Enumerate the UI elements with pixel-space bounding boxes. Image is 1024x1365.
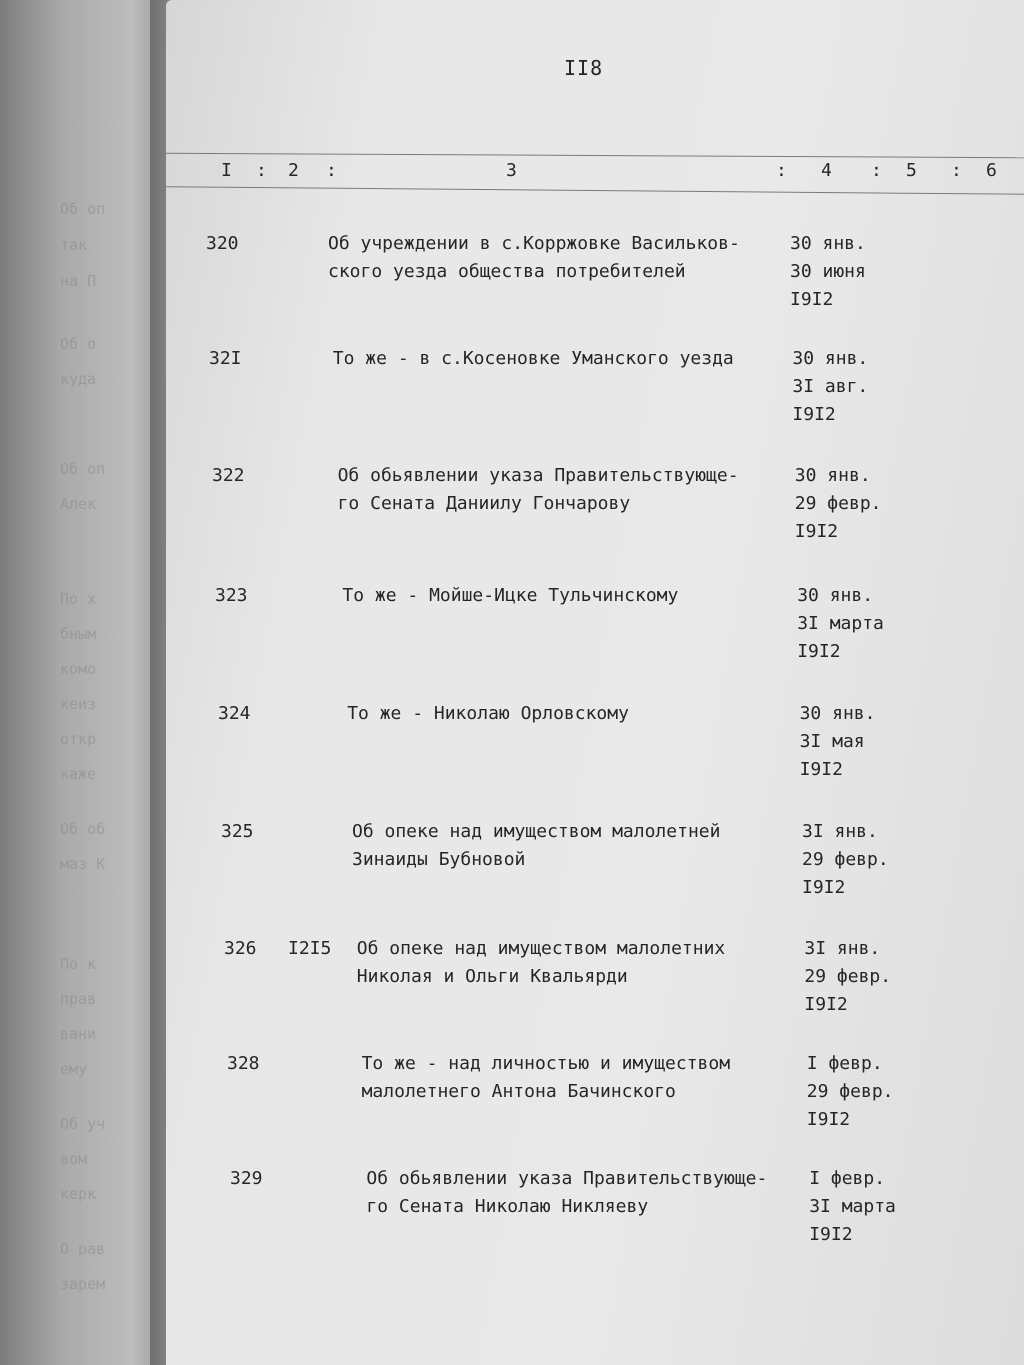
facing-page-bleed: вом (60, 1150, 88, 1168)
record-date: 3I янв. (804, 938, 881, 959)
record-number: 328 (227, 1053, 260, 1074)
record-date: 29 февр. (806, 1081, 894, 1102)
record-title (362, 1050, 832, 1106)
record-number: 329 (230, 1168, 263, 1189)
record-dates (804, 935, 924, 1019)
facing-page-bleed: Об оп (60, 460, 106, 478)
record-title-line: Николая и Ольги Квальярди (356, 966, 628, 987)
document-page (166, 0, 1024, 1365)
facing-page-bleed: прав (60, 990, 97, 1008)
record-dates (809, 1165, 929, 1249)
facing-page-bleed: По к (60, 955, 97, 973)
facing-page-bleed: По х (60, 590, 97, 608)
record-title (357, 935, 827, 991)
record-year: I9I2 (790, 289, 834, 310)
record-number: 324 (218, 703, 251, 724)
header-cell: : (776, 160, 787, 181)
facing-page-bleed: Об уч (60, 1115, 106, 1133)
record-title-line: То же - в с.Косеновке Уманского уезда (332, 348, 734, 369)
record-year: I9I2 (797, 641, 841, 662)
record-dates (795, 462, 915, 546)
page-number: II8 (564, 56, 604, 80)
record-date: I февр. (809, 1168, 886, 1189)
record-year: I9I2 (802, 877, 846, 898)
record-date: 3I марта (809, 1196, 896, 1217)
record-date: 3I авг. (792, 376, 869, 397)
record-title (342, 582, 812, 610)
record-date: 30 янв. (797, 585, 874, 606)
record-number: 322 (212, 465, 245, 486)
record-date: 3I мая (799, 731, 865, 752)
record-title-line: малолетнего Антона Бачинского (361, 1081, 676, 1102)
facing-page-bleed: ему (60, 1060, 88, 1078)
facing-page-bleed: кеиз (60, 695, 97, 713)
record-number: 320 (206, 233, 239, 254)
record-title (347, 700, 817, 728)
record-title (328, 230, 798, 286)
record-number: 32I (209, 348, 242, 369)
record-title (333, 345, 803, 373)
record-title-line: Об опеке над имуществом малолетней (352, 821, 721, 842)
record-date: 30 июня (790, 261, 866, 282)
facing-page-bleed: Алек (60, 495, 97, 513)
record-title (338, 462, 808, 518)
record-title (366, 1165, 836, 1221)
record-number: 325 (221, 821, 254, 842)
facing-page-bleed: бным (60, 625, 97, 643)
record-date: 29 февр. (804, 966, 892, 987)
header-cell: 3 (506, 160, 517, 181)
header-cell: 6 (986, 160, 997, 181)
record-title-line: Об обьявлении указа Правительствующе- (337, 465, 739, 486)
record-date: 29 февр. (794, 493, 882, 514)
record-year: I9I2 (809, 1224, 853, 1245)
header-cell: : (256, 160, 267, 181)
header-cell: : (951, 160, 962, 181)
facing-page-bleed: керк (60, 1185, 97, 1203)
record-title (352, 818, 822, 874)
record-date: I февр. (806, 1053, 883, 1074)
facing-page-bleed: зарем (60, 1275, 106, 1293)
header-cell: : (871, 160, 882, 181)
record-date: 3I янв. (802, 821, 878, 842)
record-dates (807, 1050, 927, 1134)
facing-page-bleed: каже (60, 765, 97, 783)
record-title-line: го Сената Даниилу Гончарову (337, 493, 631, 514)
record-title-line: Об обьявлении указа Правительствующе- (366, 1168, 768, 1189)
record-date: 29 февр. (802, 849, 889, 870)
record-date: 30 янв. (799, 703, 876, 724)
header-rule-top (166, 153, 1024, 158)
header-cell: 2 (288, 160, 299, 181)
facing-page-bleed: на П (60, 272, 97, 290)
record-dates (790, 230, 910, 314)
record-title-line: ского уезда общества потребителей (328, 261, 686, 282)
record-date: 30 янв. (790, 233, 866, 254)
record-number: 326 (224, 938, 257, 959)
record-title-line: То же - над личностью и имуществом (361, 1053, 731, 1074)
record-dates (800, 700, 920, 784)
record-number: 323 (215, 585, 248, 606)
record-year: I9I2 (792, 404, 836, 425)
record-title-line: Об опеке над имуществом малолетних (356, 938, 726, 959)
record-dates (792, 345, 912, 429)
facing-page-bleed: Об о (60, 335, 97, 353)
facing-page-bleed: О рав (60, 1240, 106, 1258)
record-dates (797, 582, 917, 666)
record-year: I9I2 (804, 994, 848, 1015)
record-title-line: Об учреждении в с.Корржовке Васильков- (328, 233, 740, 254)
record-dates (802, 818, 922, 902)
header-cell: 4 (821, 160, 832, 181)
record-title-line: Зинаиды Бубновой (352, 849, 526, 870)
record-title-line: То же - Николаю Орловскому (347, 703, 629, 724)
facing-page (0, 0, 175, 1365)
facing-page-bleed: откр (60, 730, 97, 748)
facing-page-bleed: комо (60, 660, 97, 678)
record-title-line: То же - Мойше-Ицке Тульчинскому (342, 585, 679, 606)
header-cell: : (326, 160, 337, 181)
header-rule-bottom (166, 186, 1024, 194)
record-year: I9I2 (806, 1109, 851, 1130)
header-cell: I (221, 160, 232, 181)
record-date: 3I марта (797, 613, 884, 634)
facing-page-bleed: Об об (60, 820, 106, 838)
record-date: 30 янв. (794, 465, 871, 486)
record-date: 30 янв. (792, 348, 869, 369)
record-year: I9I2 (794, 521, 839, 542)
header-cell: 5 (906, 160, 917, 181)
record-title-line: го Сената Николаю Никляеву (366, 1196, 649, 1217)
facing-page-bleed: маз К (60, 855, 106, 873)
facing-page-bleed: Об оп (60, 200, 106, 218)
record-year: I9I2 (799, 759, 843, 780)
record-fund-number: I2I5 (288, 938, 332, 959)
facing-page-bleed: так (60, 236, 88, 254)
facing-page-bleed: куда (60, 370, 97, 388)
facing-page-bleed: вани (60, 1025, 97, 1043)
